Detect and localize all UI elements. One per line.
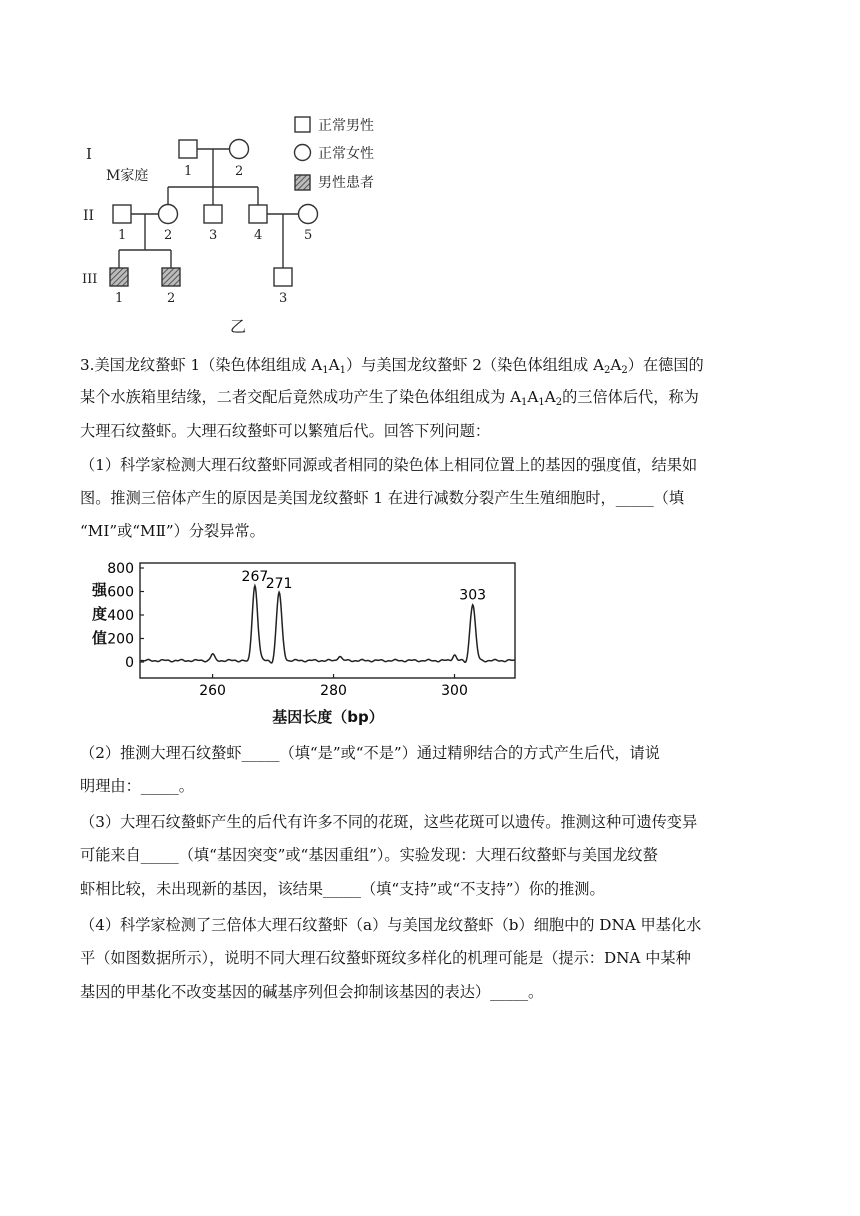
pedigree-III-1-affected-male <box>110 268 128 286</box>
legend-label-normal-female: 正常女性 <box>318 146 374 162</box>
member-number: 2 <box>235 164 244 179</box>
member-number: 3 <box>209 228 218 243</box>
y-axis-label-char: 值 <box>92 629 108 647</box>
legend-label-normal-male: 正常男性 <box>318 118 374 134</box>
question-intro-line-1: 3.美国龙纹螯虾 1（染色体组组成 $A_1A_1$）与美国龙纹螯虾 2（染色体组组成 $A_2A_2$）在德国的 <box>80 356 704 376</box>
family-label: M家庭 <box>106 168 149 184</box>
member-number: 3 <box>279 291 288 306</box>
x-tick-label: 260 <box>199 683 226 699</box>
y-axis-label-char: 强 <box>92 581 108 599</box>
question-intro-line-3: 大理石纹螯虾。大理石纹螯虾可以繁殖后代。回答下列问题： <box>80 422 491 440</box>
legend-label-affected-male: 男性患者 <box>318 175 374 191</box>
legend-square-icon <box>295 117 310 132</box>
member-number: 2 <box>167 291 176 306</box>
pedigree-caption: 乙 <box>230 317 247 336</box>
member-number: 2 <box>164 228 173 243</box>
question-4-line: 基因的甲基化不改变基因的碱基序列但会抑制该基因的表达）_____。 <box>80 983 544 1001</box>
question-4-line: （4）科学家检测了三倍体大理石纹螯虾（a）与美国龙纹螯虾（b）细胞中的 DNA 甲基化水 <box>80 916 702 934</box>
pedigree-II-3-male <box>204 205 222 223</box>
pedigree-III-2-affected-male <box>162 268 180 286</box>
question-3-line: 可能来自_____（填“基因突变”或“基因重组”）。实验发现：大理石纹螯虾与美国龙纹螯 <box>80 846 658 864</box>
generation-label-III: III <box>82 272 98 287</box>
question-3-line: （3）大理石纹螯虾产生的后代有许多不同的花斑，这些花斑可以遗传。推测这种可遗传变异 <box>80 813 698 831</box>
x-axis-label: 基因长度（bp） <box>272 708 384 726</box>
y-tick-label: 800 <box>107 561 134 577</box>
member-number: 1 <box>184 164 193 179</box>
y-tick-label: 400 <box>107 608 134 624</box>
member-number: 5 <box>304 228 313 243</box>
question-2-line: （2）推测大理石纹螯虾_____（填“是”或“不是”）通过精卵结合的方式产生后代，请说 <box>80 744 660 762</box>
y-tick-label: 600 <box>107 584 134 601</box>
peak-data-label: 267 <box>241 568 269 585</box>
pedigree-I-2-female <box>230 140 249 159</box>
y-axis-label <box>91 581 108 647</box>
y-tick-label: 200 <box>107 631 134 648</box>
member-number: 1 <box>118 228 127 243</box>
member-number: 4 <box>254 228 263 243</box>
generation-label-II: II <box>83 208 95 224</box>
question-1-line: （1）科学家检测大理石纹螯虾同源或者相同的染色体上相同位置上的基因的强度值，结果如 <box>80 456 698 474</box>
pedigree-II-1-male <box>113 205 131 223</box>
x-tick-label: 300 <box>441 683 468 699</box>
intensity-chart <box>80 560 520 730</box>
generation-label-I: I <box>86 145 92 163</box>
y-tick-label: 0 <box>125 655 134 671</box>
pedigree-I-1-male <box>179 140 197 158</box>
legend-circle-icon <box>295 145 311 161</box>
pedigree-diagram <box>82 105 402 337</box>
member-number: 1 <box>115 291 124 306</box>
question-1-line: 图。推测三倍体产生的原因是美国龙纹螯虾 1 在进行减数分裂产生生殖细胞时，_____（填 <box>80 489 685 507</box>
x-tick-label: 280 <box>320 683 347 699</box>
question-4-line: 平（如图数据所示），说明不同大理石纹螯虾斑纹多样化的机理可能是（提示：DNA 中某种 <box>80 949 691 967</box>
question-3-line: 虾相比较，未出现新的基因，该结果_____（填“支持”或“不支持”）你的推测。 <box>80 880 605 898</box>
pedigree-II-4-male <box>249 205 267 223</box>
question-2-line: 明理由：_____。 <box>80 777 194 795</box>
pedigree-III-3-male <box>274 268 292 286</box>
legend-hatched-square-icon <box>295 175 310 190</box>
question-1-line: “MⅠ”或“MⅡ”）分裂异常。 <box>80 522 265 540</box>
question-intro-line-2: 某个水族箱里结缘，二者交配后竟然成功产生了染色体组组成为 $A_1A_1A_2$的三倍体后代，称为 <box>80 388 699 408</box>
y-axis-label-char: 度 <box>92 605 108 623</box>
pedigree-II-5-female <box>299 205 318 224</box>
peak-data-label: 303 <box>459 587 487 604</box>
pedigree-II-2-female <box>159 205 178 224</box>
peak-data-label: 271 <box>265 575 293 592</box>
